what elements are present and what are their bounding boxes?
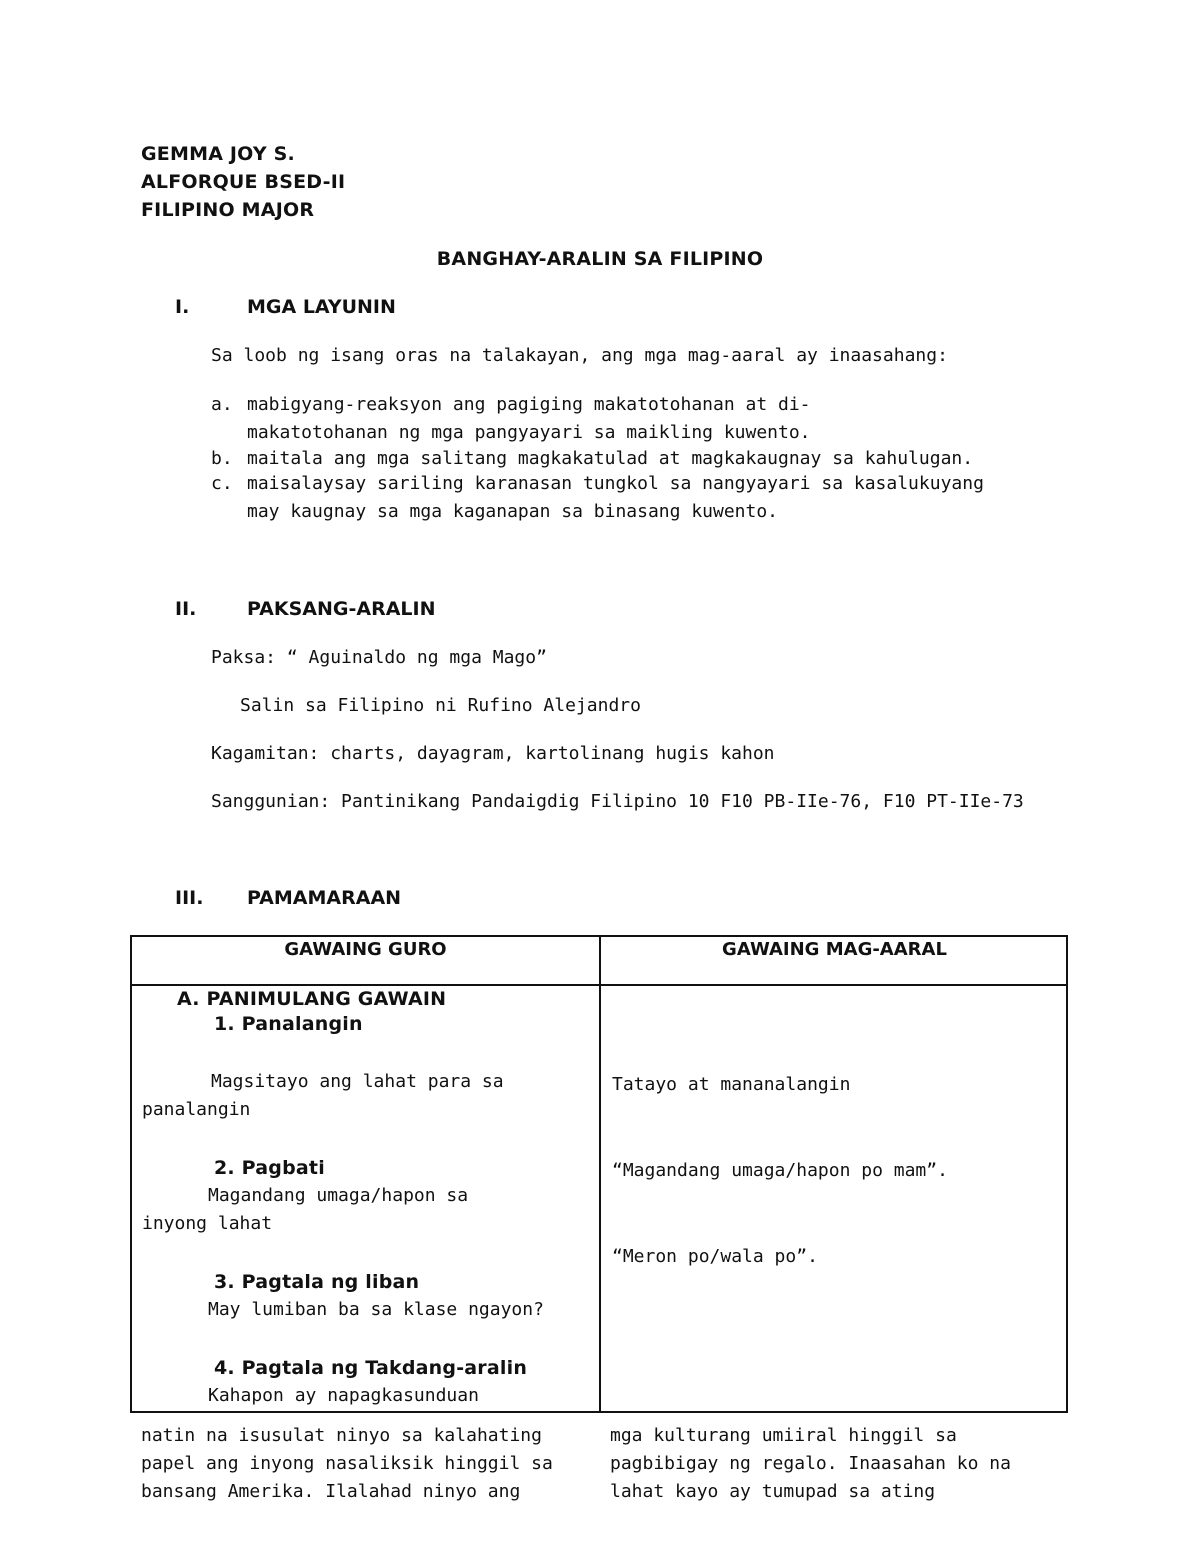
panalangin-text-2: panalangin <box>142 1099 251 1120</box>
paksa-line: Paksa: “ Aguinaldo ng mga Mago” <box>211 647 547 668</box>
panimulang-gawain-label: A. PANIMULANG GAWAIN <box>177 988 447 1010</box>
panalangin-title: 1. Panalangin <box>214 1013 363 1035</box>
objective-c-letter: c. <box>211 473 233 494</box>
objective-b-letter: b. <box>211 448 233 469</box>
pagbati-response: “Magandang umaga/hapon po mam”. <box>612 1160 948 1181</box>
section-2-number: II. <box>175 598 197 620</box>
objective-b-line1: maitala ang mga salitang magkakatulad at magkakaugnay sa kahulugan. <box>247 448 974 469</box>
procedure-table <box>130 935 1068 1413</box>
author-major: FILIPINO MAJOR <box>141 199 315 221</box>
continuation-right-line-3: lahat kayo ay tumupad sa ating <box>610 1481 936 1502</box>
section-1-number: I. <box>175 296 190 318</box>
pagtala-liban-title: 3. Pagtala ng liban <box>214 1271 420 1293</box>
section-1-title: MGA LAYUNIN <box>247 296 396 318</box>
objective-a-letter: a. <box>211 394 233 415</box>
continuation-right-line-2: pagbibigay ng regalo. Inaasahan ko na <box>610 1453 1011 1474</box>
salin-line: Salin sa Filipino ni Rufino Alejandro <box>240 695 641 716</box>
continuation-left-line-2: papel ang inyong nasaliksik hinggil sa <box>141 1453 553 1474</box>
continuation-left-line-1: natin na isusulat ninyo sa kalahating <box>141 1425 542 1446</box>
pagbati-title: 2. Pagbati <box>214 1157 325 1179</box>
pagtala-liban-text: May lumiban ba sa klase ngayon? <box>208 1299 544 1320</box>
author-name: GEMMA JOY S. <box>141 143 295 165</box>
continuation-right-line-1: mga kulturang umiiral hinggil sa <box>610 1425 957 1446</box>
section-3-number: III. <box>175 887 204 909</box>
continuation-left-line-3: bansang Amerika. Ilalahad ninyo ang <box>141 1481 521 1502</box>
table-head-teacher: GAWAING GURO <box>284 939 447 960</box>
objective-c-line2: may kaugnay sa mga kaganapan sa binasang kuwento. <box>247 501 779 522</box>
pagbati-text-2: inyong lahat <box>142 1213 273 1234</box>
table-column-divider <box>599 937 601 1411</box>
kagamitan-line: Kagamitan: charts, dayagram, kartolinang hugis kahon <box>211 743 775 764</box>
document-title: BANGHAY-ARALIN SA FILIPINO <box>436 248 764 270</box>
objective-a-line1: mabigyang-reaksyon ang pagiging makatotohanan at di- <box>247 394 811 415</box>
section-3-title: PAMAMARAAN <box>247 887 402 909</box>
panalangin-text-1: Magsitayo ang lahat para sa <box>211 1071 504 1092</box>
section-2-title: PAKSANG-ARALIN <box>247 598 436 620</box>
panalangin-response: Tatayo at mananalangin <box>612 1074 851 1095</box>
pagbati-text-1: Magandang umaga/hapon sa <box>208 1185 469 1206</box>
author-program: ALFORQUE BSED-II <box>141 171 346 193</box>
section-1-intro: Sa loob ng isang oras na talakayan, ang mga mag-aaral ay inaasahang: <box>211 345 948 366</box>
objective-c-line1: maisalaysay sariling karanasan tungkol sa nangyayari sa kasalukuyang <box>247 473 984 494</box>
pagtala-liban-response: “Meron po/wala po”. <box>612 1246 818 1267</box>
sanggunian-line: Sanggunian: Pantinikang Pandaigdig Filipino 10 F10 PB-IIe-76, F10 PT-IIe-73 <box>211 791 1024 812</box>
objective-a-line2: makatotohanan ng mga pangyayari sa maikling kuwento. <box>247 422 811 443</box>
takdang-aralin-title: 4. Pagtala ng Takdang-aralin <box>214 1357 528 1379</box>
table-head-student: GAWAING MAG-AARAL <box>722 939 947 960</box>
takdang-aralin-text: Kahapon ay napagkasunduan <box>208 1385 479 1406</box>
